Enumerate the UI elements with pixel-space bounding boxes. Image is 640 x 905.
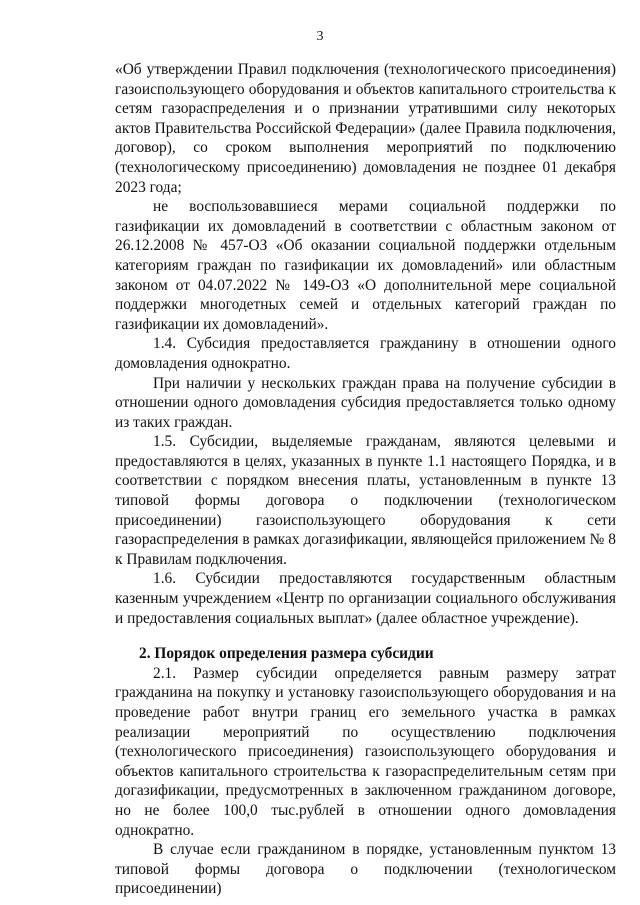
document-body — [115, 60, 616, 899]
paragraph-several-citizens: При наличии у нескольких граждан права на получение субсидии в отношении одного домовладения субсидия предоставляется только одному из таких граждан. — [115, 374, 616, 431]
paragraph-1-5: 1.5. Субсидии, выделяемые гражданам, являются целевыми и предоставляются в целях, указанных в пункте 1.1 настоящего Порядка, и в соответствии с порядком внесения платы, установленным в пункте 13 типовой формы договора о подключении (технологическом присоединении) газоиспользующего оборудования к сети газораспределения в рамках догазификации, являющейся приложением № 8 к Правилам подключения. — [115, 433, 616, 568]
paragraph-1-6: 1.6. Субсидии предоставляются государственным областным казенным учреждением «Центр по организации социального обслуживания и предоставления социальных выплат» (далее областное учреждение). — [115, 570, 616, 627]
paragraph-2-1: 2.1. Размер субсидии определяется равным размеру затрат гражданина на покупку и установку газоиспользующего оборудования и на проведение работ внутри границ его земельного участка в рамках реализации мероприятий по осуществлению подключения (технологического присоединения) газоиспользующего оборудования и объектов капитального строительства к газораспределительным сетям при догазификации, предусмотренных в заключенном гражданином договоре, но не более 100,0 тыс.рублей в отношении одного домовладения однократно. — [115, 664, 616, 839]
paragraph-in-case: В случае если гражданином в порядке, установленным пунктом 13 типовой формы договора о подключении (технологическом присоединении) — [115, 841, 616, 898]
paragraph-continuation: «Об утверждении Правил подключения (технологического присоединения) газоиспользующего оборудования и объектов капитального строительства к сетям газораспределения и о признании утратившими силу некоторых актов Правительства Российской Федерации» (далее Правила подключения, договор), со сроком выполнения мероприятий по подключению (технологическому присоединению) домовладения не позднее 01 декабря 2023 года; — [115, 61, 616, 196]
page-number: 3 — [316, 29, 324, 44]
paragraph-not-used-support: не воспользовавшиеся мерами социальной поддержки по газификации их домовладений в соответствии с областным законом от 26.12.2008 № 457-ОЗ «Об оказании социальной поддержки отдельным категориям граждан по газификации их домовладений» или областным законом от 04.07.2022 № 149-ОЗ «О дополнительной мере социальной поддержки многодетных семей и отдельных категорий граждан по газификации их домовладений». — [115, 198, 616, 333]
paragraph-1-4: 1.4. Субсидия предоставляется гражданину в отношении одного домовладения однократно. — [115, 335, 616, 372]
section-2-heading: 2. Порядок определения размера субсидии — [139, 645, 434, 663]
